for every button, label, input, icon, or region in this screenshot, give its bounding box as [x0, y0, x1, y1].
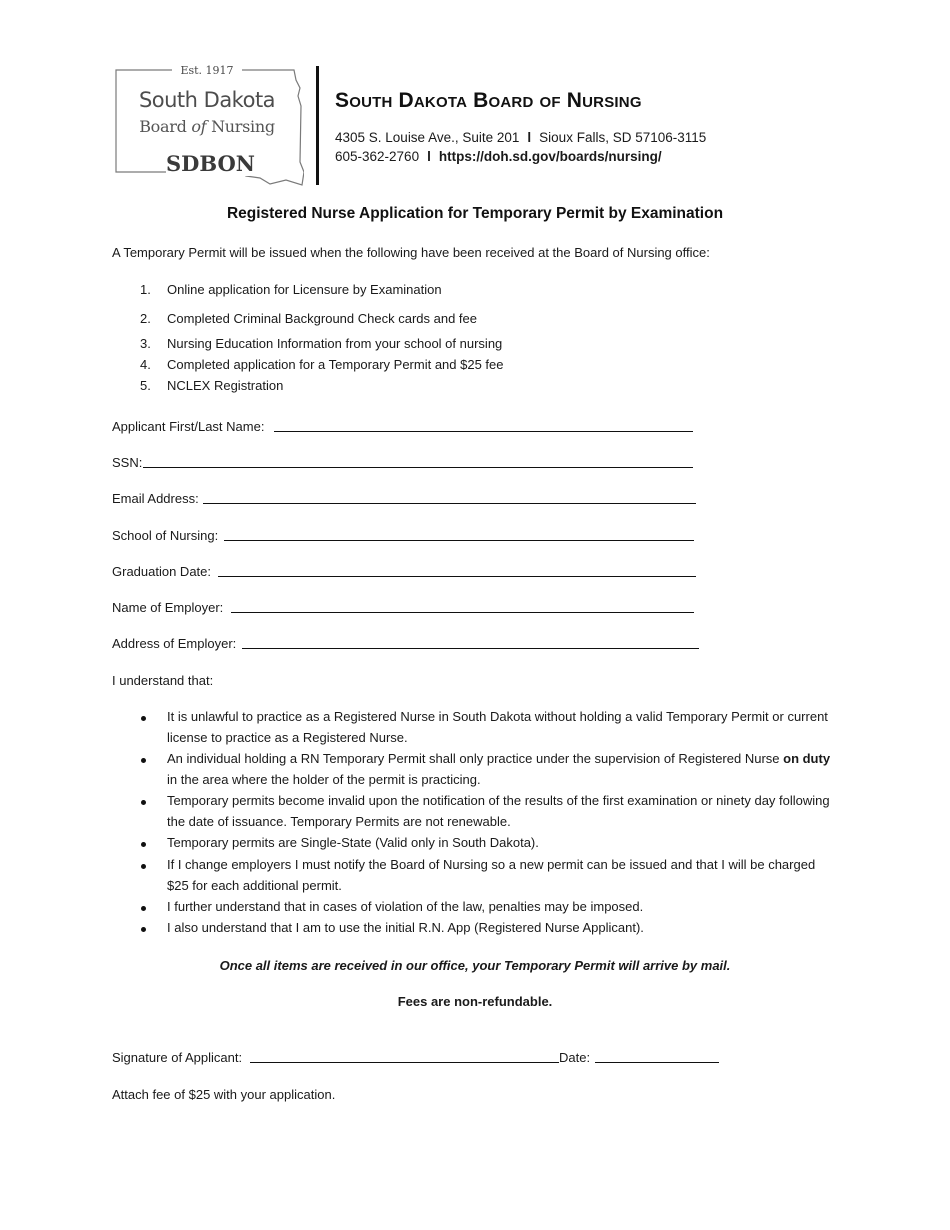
header-divider	[316, 66, 319, 185]
organization-address: 4305 S. Louise Ave., Suite 201 l Sioux Falls, SD 57106-3115	[335, 130, 707, 145]
understanding-item: I also understand that I am to use the initial R.N. App (Registered Nurse Applicant).	[167, 920, 644, 935]
understanding-item: It is unlawful to practice as a Registered Nurse in South Dakota without holding a valid Temporary Permit or current license to practice as a Registered Nurse.	[167, 709, 828, 745]
bullet-icon	[141, 864, 146, 869]
bullet-icon	[141, 800, 146, 805]
organization-name: South Dakota Board of Nursing	[335, 89, 642, 112]
requirement-text: Online application for Licensure by Examination	[167, 282, 442, 297]
logo-established-year: Est. 1917	[172, 64, 242, 77]
understanding-item: If I change employers I must notify the Board of Nursing so a new permit can be issued and that I will be charged $25 for each additional permit.	[167, 857, 816, 893]
email-label: Email Address:	[112, 491, 199, 506]
applicant-name-label: Applicant First/Last Name:	[112, 419, 265, 434]
sdbon-logo	[110, 62, 304, 186]
requirement-text: Nursing Education Information from your school of nursing	[167, 336, 503, 351]
phone-number: 605-362-2760	[335, 149, 420, 164]
understand-heading: I understand that:	[112, 673, 214, 688]
requirement-text: NCLEX Registration	[167, 378, 284, 393]
organization-contact: 605-362-2760 l https://doh.sd.gov/boards/nursing/	[335, 149, 662, 164]
attach-fee-note: Attach fee of $25 with your application.	[112, 1087, 336, 1102]
date-label: Date:	[559, 1050, 591, 1065]
requirement-text: Completed Criminal Background Check cards and fee	[167, 311, 477, 326]
graduation-date-label: Graduation Date:	[112, 564, 212, 579]
requirement-number: 2.	[140, 311, 151, 326]
understanding-item: Temporary permits are Single-State (Valid only in South Dakota).	[167, 835, 539, 850]
bullet-icon	[141, 716, 146, 721]
requirement-number: 5.	[140, 378, 151, 393]
signature-field[interactable]	[250, 1062, 559, 1063]
logo-board-name: Board of Nursing	[139, 117, 275, 136]
school-label: School of Nursing:	[112, 528, 219, 543]
understanding-item: Temporary permits become invalid upon the notification of the results of the first examination or ninety day following the date of issuance. Temporary Permits are not renewable.	[167, 793, 830, 829]
requirement-number: 4.	[140, 357, 151, 372]
understanding-item: I further understand that in cases of violation of the law, penalties may be imposed.	[167, 899, 644, 914]
bullet-icon	[141, 758, 146, 763]
form-title: Registered Nurse Application for Temporary Permit by Examination	[226, 205, 724, 222]
bullet-icon	[141, 842, 146, 847]
intro-text: A Temporary Permit will be issued when the following have been received at the Board of Nursing office:	[112, 245, 710, 260]
employer-address-field[interactable]	[242, 648, 699, 649]
graduation-date-field[interactable]	[218, 576, 696, 577]
mail-notice: Once all items are received in our office, your Temporary Permit will arrive by mail.	[219, 958, 731, 973]
logo-abbreviation: SDBON	[166, 151, 256, 176]
ssn-label: SSN:	[112, 455, 143, 470]
bullet-icon	[141, 927, 146, 932]
school-field[interactable]	[224, 540, 694, 541]
logo-state-name: South Dakota	[138, 88, 276, 112]
website-link[interactable]: https://doh.sd.gov/boards/nursing/	[438, 149, 662, 164]
employer-name-field[interactable]	[231, 612, 694, 613]
fees-notice: Fees are non-refundable.	[397, 994, 553, 1009]
employer-address-label: Address of Employer:	[112, 636, 237, 651]
applicant-name-field[interactable]	[274, 431, 693, 432]
email-field[interactable]	[203, 503, 696, 504]
signature-label: Signature of Applicant:	[112, 1050, 243, 1065]
bullet-icon	[141, 906, 146, 911]
requirement-number: 1.	[140, 282, 151, 297]
requirement-text: Completed application for a Temporary Permit and $25 fee	[167, 357, 504, 372]
date-field[interactable]	[595, 1062, 719, 1063]
ssn-field[interactable]	[143, 467, 693, 468]
employer-name-label: Name of Employer:	[112, 600, 224, 615]
requirement-number: 3.	[140, 336, 151, 351]
understanding-item: An individual holding a RN Temporary Permit shall only practice under the supervision of Registered Nurse on duty in the area where the holder of the permit is practicing.	[167, 751, 831, 787]
